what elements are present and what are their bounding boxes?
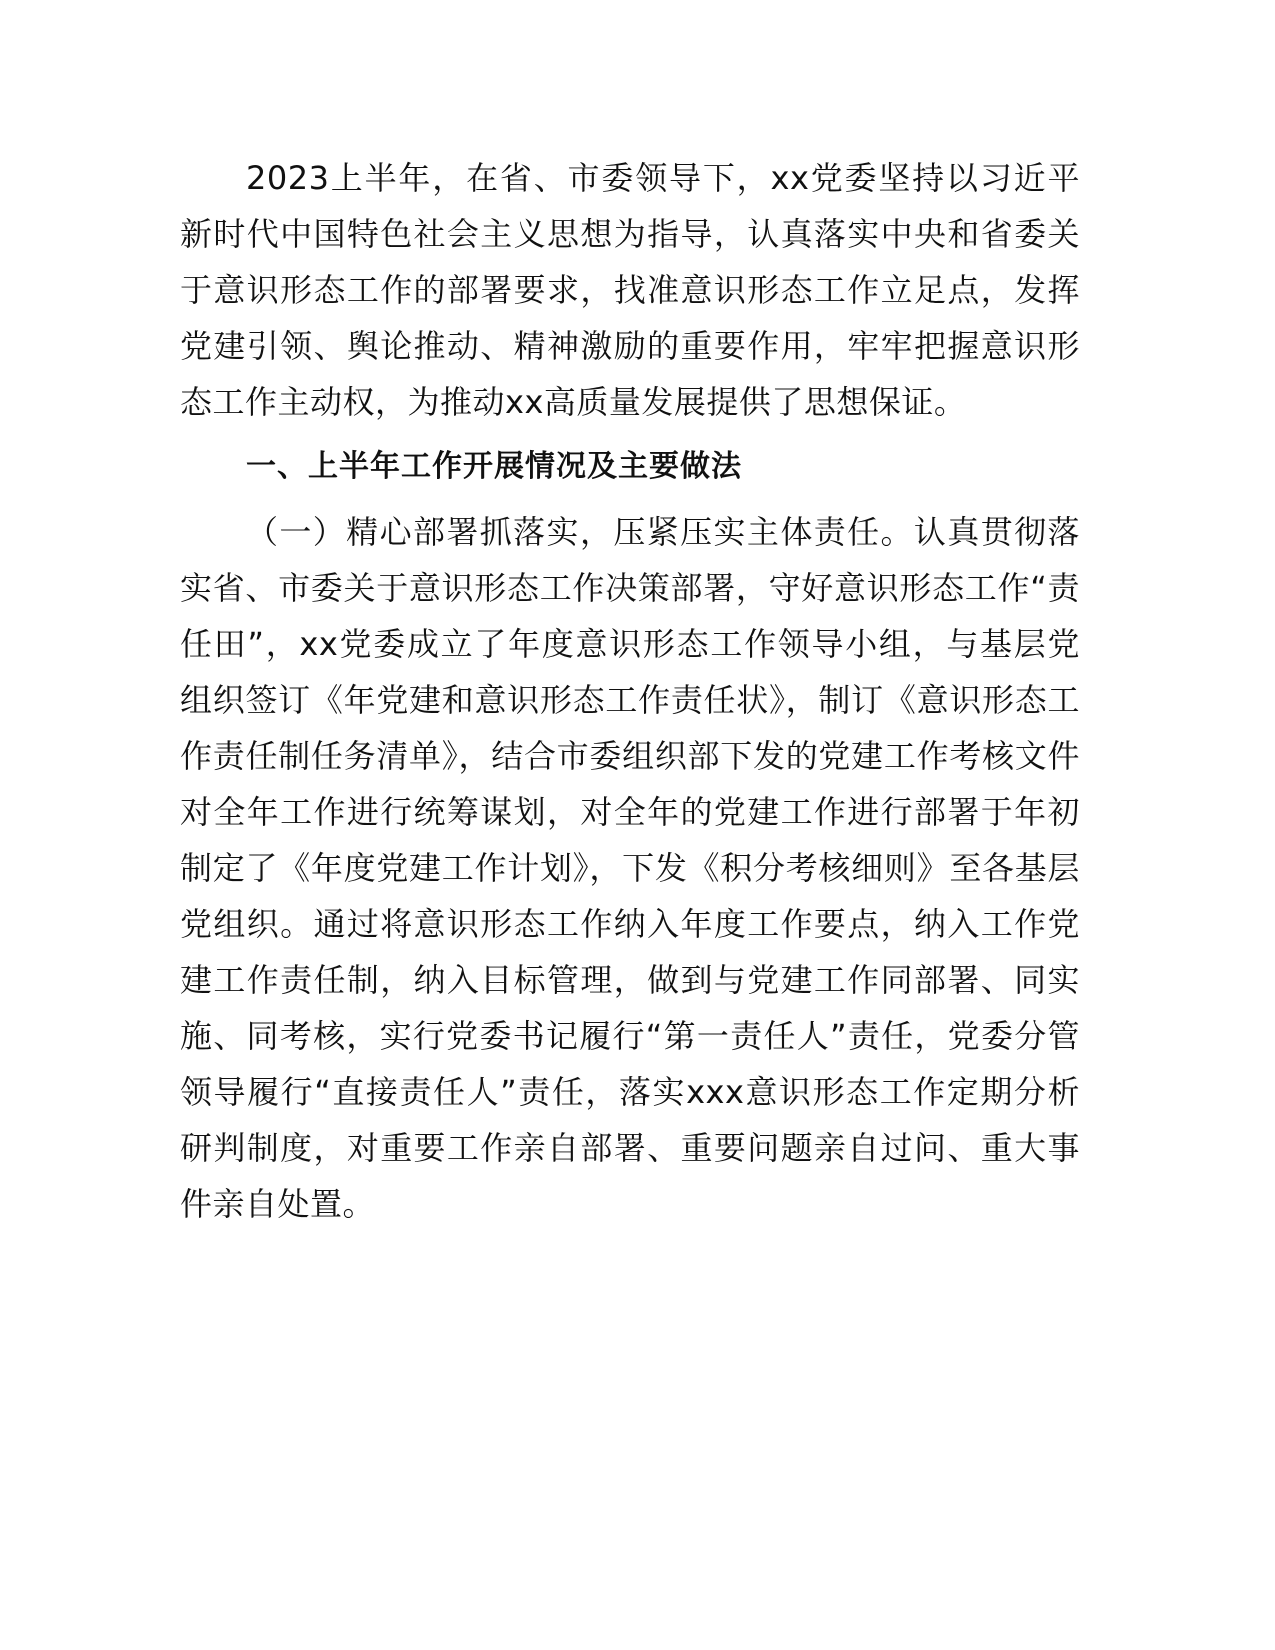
section-heading: 一、上半年工作开展情况及主要做法 <box>246 449 742 484</box>
section-paragraph: （一）精心部署抓落实，压紧压实主体责任。认真贯彻落实省、市委关于意识形态工作决策部署，守好意识形态工作“责任田”，xx党委成立了年度意识形态工作领导小组，与基层党组织签订《年党建和意识形态工作责任状》，制订《意识形态工作责任制任务清单》，结合市委组织部下发的党建工作考核文件对全年工作进行统筹谋划，对全年的党建工作进行部署于年初制定了《年度党建工作计划》，下发《积分考核细则》至各基层党组织。通过将意识形态工作纳入年度工作要点，纳入工作党建工作责任制，纳入目标管理，做到与党建工作同部署、同实施、同考核，实行党委书记履行“第一责任人”责任，党委分管领导履行“直接责任人”责任，落实xxx意识形态工作定期分析研判制度，对重要工作亲自部署、重要问题亲自过问、重大事件亲自处置。 <box>180 513 1080 1223</box>
intro-paragraph: 2023上半年，在省、市委领导下，xx党委坚持以习近平新时代中国特色社会主义思想为指导，认真落实中央和省委关于意识形态工作的部署要求，找准意识形态工作立足点，发挥党建引领、舆论推动、精神激励的重要作用，牢牢把握意识形态工作主动权，为推动xx高质量发展提供了思想保证。 <box>180 159 1080 421</box>
document-page <box>180 150 1080 1238</box>
